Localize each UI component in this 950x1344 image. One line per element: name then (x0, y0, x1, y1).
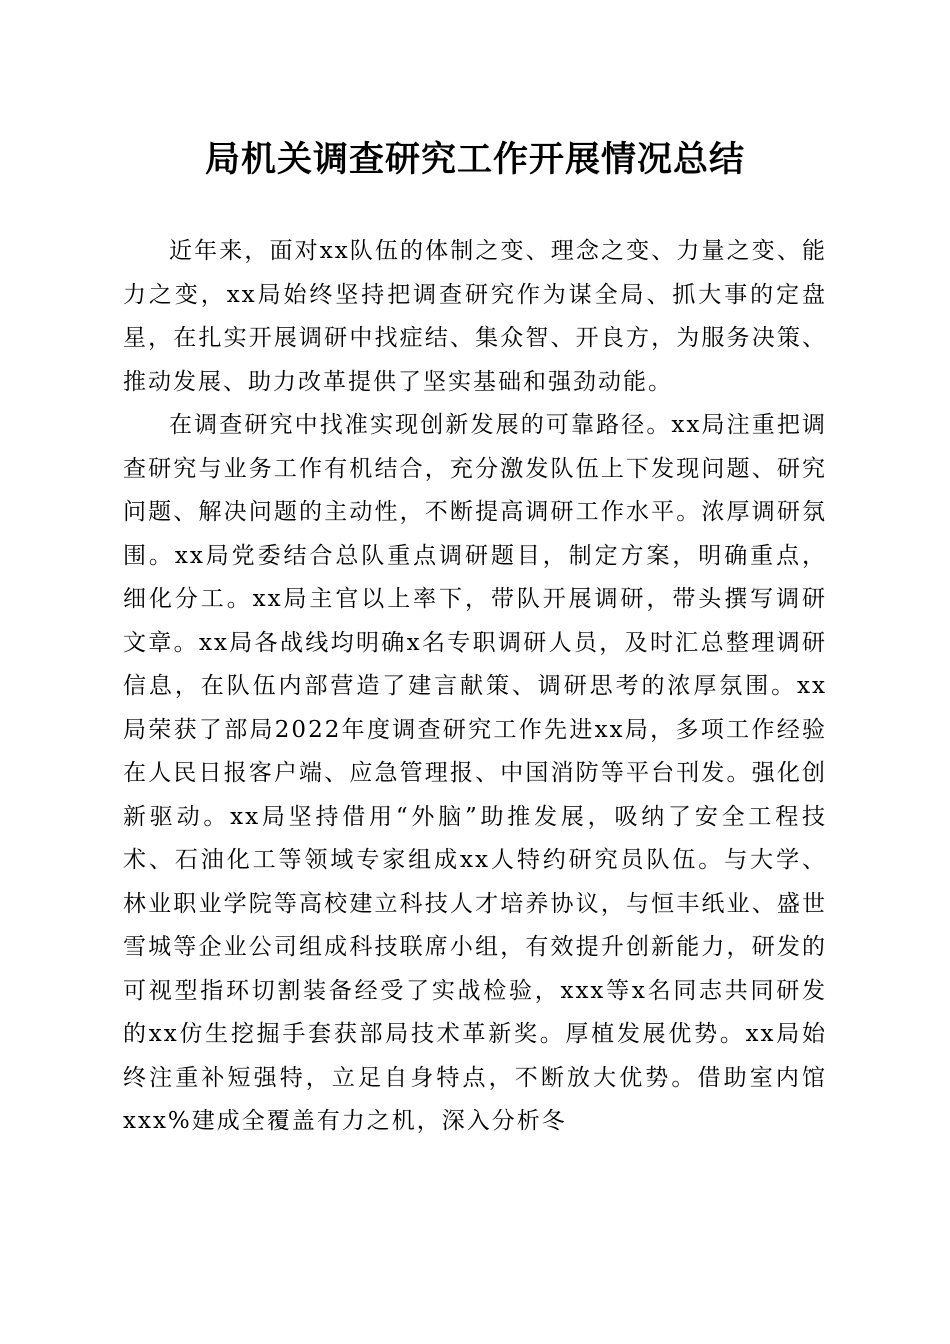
document-title: 局机关调查研究工作开展情况总结 (204, 139, 745, 180)
document-body (123, 230, 827, 1144)
paragraph: 在调查研究中找准实现创新发展的可靠路径。xx局注重把调查研究与业务工作有机结合，充分激发队伍上下发现问题、研究问题、解决问题的主动性，不断提高调研工作水平。浓厚调研氛围。xx局党委结合总队重点调研题目，制定方案，明确重点，细化分工。xx局主官以上率下，带队开展调研，带头撰写调研文章。xx局各战线均明确x名专职调研人员，及时汇总整理调研信息，在队伍内部营造了建言献策、调研思考的浓厚氛围。xx局荣获了部局2022年度调查研究工作先进xx局，多项工作经验在人民日报客户端、应急管理报、中国消防等平台刊发。强化创新驱动。xx局坚持借用“外脑”助推发展，吸纳了安全工程技术、石油化工等领域专家组成xx人特约研究员队伍。与大学、林业职业学院等高校建立科技人才培养协议，与恒丰纸业、盛世雪城等企业公司组成科技联席小组，有效提升创新能力，研发的可视型指环切割装备经受了实战检验，xxx等x名同志共同研发的xx仿生挖掘手套获部局技术革新奖。厚植发展优势。xx局始终注重补短强特，立足自身特点，不断放大优势。借助室内馆xxx%建成全覆盖有力之机，深入分析冬 (123, 412, 827, 1134)
paragraph: 近年来，面对xx队伍的体制之变、理念之变、力量之变、能力之变，xx局始终坚持把调查研究作为谋全局、抓大事的定盘星，在扎实开展调研中找症结、集众智、开良方，为服务决策、推动发展、助力改革提供了坚实基础和强劲动能。 (123, 238, 827, 395)
